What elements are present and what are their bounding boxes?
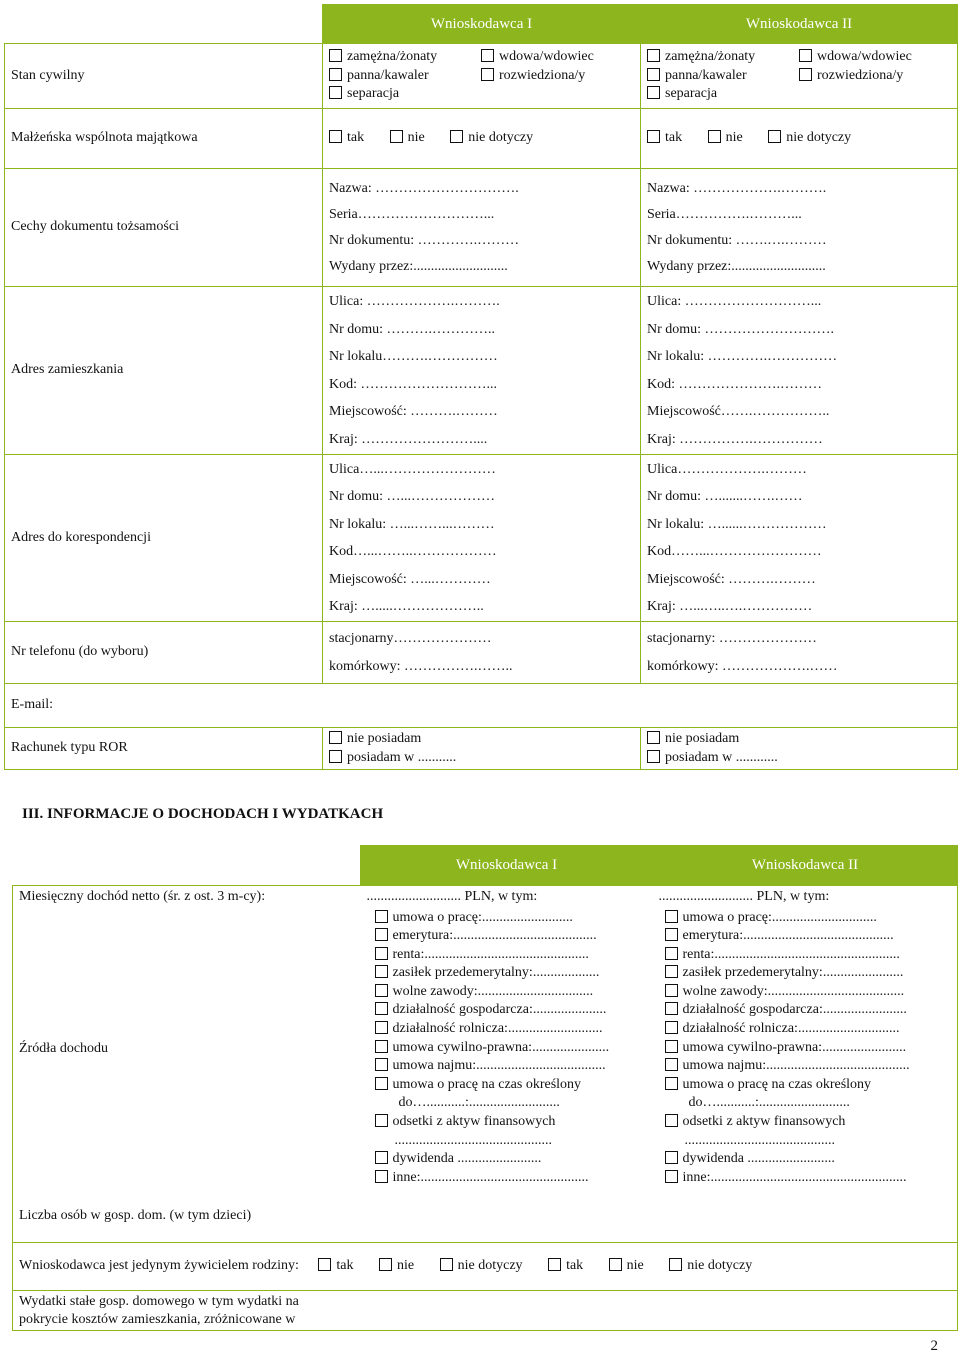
income-sources-b-list	[665, 909, 952, 1188]
income-source-item[interactable]	[665, 1113, 952, 1132]
checkbox-icon[interactable]	[375, 1151, 388, 1164]
account-b	[641, 728, 958, 770]
income-source-item[interactable]	[665, 1001, 952, 1020]
income-source-label: emerytura:...........................................	[682, 928, 894, 944]
address-a-code: Kod: ………………………...	[329, 376, 497, 392]
checkbox-icon[interactable]	[375, 1077, 388, 1090]
checkbox-icon[interactable]	[375, 928, 388, 941]
corr-address-a[interactable]	[323, 455, 641, 622]
income-sources-b	[653, 908, 958, 1191]
checkbox-icon[interactable]	[665, 965, 678, 978]
income-source-item[interactable]	[665, 1039, 952, 1058]
income-source-item[interactable]	[375, 1001, 647, 1020]
email-label: E-mail:	[11, 697, 53, 713]
sole-a-na[interactable]: nie dotyczy	[440, 1258, 523, 1273]
checkbox-icon[interactable]	[799, 68, 812, 81]
income-source-label: odsetki z aktyw finansowych	[682, 1114, 846, 1130]
income-source-label: umowa cywilno-prawna:......................	[392, 1039, 610, 1055]
corr-address-label: Adres do korespondencji	[5, 455, 323, 622]
sole-b-yes[interactable]: tak	[548, 1258, 583, 1273]
checkbox-icon[interactable]	[799, 49, 812, 62]
address-b[interactable]	[641, 287, 958, 455]
corr-a-code: Kod…...……..………………	[329, 544, 497, 559]
marital-status-b	[641, 44, 958, 109]
income-source-label: dywidenda ........................	[392, 1151, 542, 1167]
marital-b-divorced[interactable]: rozwiedziona/y	[799, 67, 949, 86]
income-sources-a-list	[375, 909, 647, 1188]
income-source-item[interactable]	[375, 983, 647, 1002]
checkbox-icon[interactable]	[647, 49, 660, 62]
corr-b-country: Kraj: …...…..….……………	[647, 599, 813, 614]
account-a-none[interactable]: nie posiadam	[329, 730, 634, 749]
marital-a-widowed[interactable]: wdowa/wdowiec	[481, 48, 631, 67]
blank-header-cell	[13, 846, 361, 886]
expenses-label: Wydatki stałe gosp. domowego w tym wydatki na pokrycie kosztów zamieszkania, zróżnicowane w	[19, 1294, 299, 1327]
community-b	[641, 109, 958, 169]
checkbox-icon[interactable]	[375, 1002, 388, 1015]
header-applicant-2: Wnioskodawca II	[641, 5, 958, 44]
checkbox-icon[interactable]	[647, 750, 660, 763]
expenses-row[interactable]	[13, 1291, 958, 1331]
checkbox-icon[interactable]	[329, 68, 342, 81]
community-label: Małżeńska wspólnota majątkowa	[5, 109, 323, 169]
income-source-label: odsetki z aktyw finansowych	[392, 1114, 556, 1130]
phone-a-landline: stacjonarny…………………	[329, 630, 492, 646]
income-source-item[interactable]	[665, 1169, 952, 1188]
income-source-item[interactable]	[375, 1057, 647, 1076]
id-doc-b[interactable]	[641, 169, 958, 287]
checkbox-icon[interactable]	[665, 1058, 678, 1071]
id-doc-a-series: Seria………………………...	[329, 206, 495, 222]
email-row[interactable]	[5, 684, 958, 728]
id-doc-b-series: Seria…………….………...	[647, 206, 802, 222]
income-label: Miesięczny dochód netto (śr. z ost. 3 m-cy):	[13, 886, 361, 908]
income-source-label: renta:.....................................................	[682, 946, 900, 962]
checkbox-icon[interactable]	[329, 750, 342, 763]
marital-b-married[interactable]: zamężna/żonaty	[647, 48, 799, 67]
income-source-label: do…...........:..........................	[398, 1095, 560, 1111]
id-doc-a[interactable]	[323, 169, 641, 287]
checkbox-icon[interactable]	[647, 86, 660, 99]
address-b-country: Kraj: …………….……………	[647, 431, 823, 447]
section-title: III. INFORMACJE O DOCHODACH I WYDATKACH	[22, 806, 384, 822]
address-label: Adres zamieszkania	[5, 287, 323, 455]
income-sources-label: Źródła dochodu	[13, 908, 361, 1191]
checkbox-icon[interactable]	[647, 130, 660, 143]
income-source-label: działalność gospodarcza:.....................	[392, 1002, 607, 1018]
checkbox-icon[interactable]	[318, 1258, 331, 1271]
community-a	[323, 109, 641, 169]
account-b-have[interactable]: posiadam w ............	[647, 749, 951, 768]
income-source-label: renta:...............................................	[392, 946, 589, 962]
corr-a-city: Miejscowość: …...…………	[329, 571, 491, 587]
income-source-label: umowa o pracę:..........................	[392, 909, 573, 925]
corr-a-house: Nr domu: …...………………	[329, 489, 496, 504]
address-b-flat: Nr lokalu: ………….……………	[647, 349, 838, 364]
address-a[interactable]	[323, 287, 641, 455]
corr-address-b[interactable]	[641, 455, 958, 622]
income-source-item	[665, 1094, 952, 1113]
account-label: Rachunek typu ROR	[5, 728, 323, 770]
sole-earner-row	[13, 1243, 958, 1291]
header-applicant-2: Wnioskodawca II	[653, 846, 958, 886]
income-source-item[interactable]	[375, 1113, 647, 1132]
checkbox-icon[interactable]	[609, 1258, 622, 1271]
account-a-have[interactable]: posiadam w ...........	[329, 749, 634, 768]
income-sources-a	[361, 908, 653, 1191]
marital-a-single[interactable]: panna/kawaler	[329, 67, 481, 86]
income-source-label: do…...........:..........................	[688, 1095, 850, 1111]
community-a-no[interactable]: nie	[390, 130, 425, 145]
checkbox-icon[interactable]	[548, 1258, 561, 1271]
income-source-item[interactable]	[665, 1150, 952, 1169]
sole-b-na[interactable]: nie dotyczy	[669, 1258, 752, 1273]
address-a-house: Nr domu: ……….…………..	[329, 321, 496, 337]
address-b-code: Kod: ………………….………	[647, 376, 822, 392]
phone-a-mobile: komórkowy: …………….……..	[329, 658, 513, 674]
checkbox-icon[interactable]	[665, 910, 678, 923]
id-doc-a-issuer: Wydany przez:...........................	[329, 258, 508, 274]
corr-a-flat: Nr lokalu: …...……...………	[329, 516, 495, 532]
income-source-item[interactable]	[375, 946, 647, 965]
income-source-label: działalność rolnicza:...........................	[392, 1021, 603, 1037]
community-a-yes[interactable]: tak	[329, 130, 364, 145]
checkbox-icon[interactable]	[665, 1114, 678, 1127]
income-source-item[interactable]	[375, 909, 647, 928]
checkbox-icon[interactable]	[390, 130, 403, 143]
header-applicant-1: Wnioskodawca I	[361, 846, 653, 886]
header-applicant-1: Wnioskodawca I	[323, 5, 641, 44]
address-b-city: Miejscowość…….……………..	[647, 404, 830, 419]
income-source-label: umowa o pracę na czas określony	[392, 1076, 582, 1092]
marital-a-divorced[interactable]: rozwiedziona/y	[481, 67, 631, 86]
income-source-item[interactable]	[375, 1150, 647, 1169]
income-source-item[interactable]	[665, 1020, 952, 1039]
checkbox-icon[interactable]	[665, 1170, 678, 1183]
checkbox-icon[interactable]	[329, 130, 342, 143]
checkbox-icon[interactable]	[329, 731, 342, 744]
income-source-item	[375, 1132, 647, 1151]
community-b-no[interactable]: nie	[708, 130, 743, 145]
marital-b-single[interactable]: panna/kawaler	[647, 67, 799, 86]
income-source-label: umowa najmu:.........................................	[682, 1058, 910, 1074]
income-source-item[interactable]	[375, 927, 647, 946]
corr-a-country: Kraj: ….....………………..	[329, 599, 484, 614]
checkbox-icon[interactable]	[329, 86, 342, 99]
marital-a-separated[interactable]: separacja	[329, 85, 481, 104]
phone-label: Nr telefonu (do wyboru)	[5, 622, 323, 684]
address-a-flat: Nr lokalu……….……………	[329, 349, 498, 364]
address-b-house: Nr domu: ……………………….	[647, 321, 835, 337]
corr-b-code: Kod……...……………………	[647, 544, 822, 559]
address-a-country: Kraj: ……………………....	[329, 431, 488, 447]
income-source-item	[375, 1094, 647, 1113]
checkbox-icon[interactable]	[440, 1258, 453, 1271]
checkbox-icon[interactable]	[665, 947, 678, 960]
checkbox-icon[interactable]	[379, 1258, 392, 1271]
income-source-label: emerytura:.........................................	[392, 928, 597, 944]
income-source-item[interactable]	[375, 1020, 647, 1039]
checkbox-icon[interactable]	[708, 130, 721, 143]
id-doc-a-number: Nr dokumentu: ………….………	[329, 232, 520, 248]
checkbox-icon[interactable]	[375, 965, 388, 978]
checkbox-icon[interactable]	[647, 68, 660, 81]
income-a[interactable]: ........................... PLN, w tym:	[361, 886, 653, 908]
income-source-item[interactable]	[665, 927, 952, 946]
income-source-item[interactable]	[665, 909, 952, 928]
phone-a[interactable]	[323, 622, 641, 684]
id-doc-a-name: Nazwa: ………………………….	[329, 180, 519, 196]
marital-status-label: Stan cywilny	[5, 44, 323, 109]
community-a-na[interactable]: nie dotyczy	[450, 130, 533, 145]
sole-earner-label: Wnioskodawca jest jedynym żywicielem rodziny:	[19, 1258, 299, 1274]
sole-b-no[interactable]: nie	[609, 1258, 644, 1273]
income-source-label: umowa o pracę na czas określony	[682, 1076, 872, 1092]
checkbox-icon[interactable]	[375, 910, 388, 923]
income-source-label: działalność gospodarcza:........................	[682, 1002, 907, 1018]
income-b[interactable]: ........................... PLN, w tym:	[653, 886, 958, 908]
account-a	[323, 728, 641, 770]
checkbox-icon[interactable]	[665, 984, 678, 997]
income-source-label: umowa najmu:.....................................	[392, 1058, 606, 1074]
checkbox-icon[interactable]	[450, 130, 463, 143]
checkbox-icon[interactable]	[481, 49, 494, 62]
blank-header-cell	[5, 5, 323, 44]
sole-a-no[interactable]: nie	[379, 1258, 414, 1273]
corr-a-street: Ulica…...……………………	[329, 461, 496, 477]
income-table	[12, 845, 958, 1331]
checkbox-icon[interactable]	[329, 49, 342, 62]
address-a-city: Miejscowość: ……….………	[329, 404, 498, 419]
marital-b-separated[interactable]: separacja	[647, 85, 799, 104]
income-source-item[interactable]	[375, 1076, 647, 1095]
corr-b-city: Miejscowość: ……….………	[647, 571, 816, 587]
income-source-label: umowa o pracę:..............................	[682, 909, 877, 925]
phone-b-mobile: komórkowy: ……………….……	[647, 658, 838, 674]
address-a-street: Ulica: ……………….……….	[329, 294, 500, 309]
checkbox-icon[interactable]	[375, 947, 388, 960]
income-source-label: inne:................................................	[392, 1169, 589, 1185]
checkbox-icon[interactable]	[647, 731, 660, 744]
income-source-item[interactable]	[665, 964, 952, 983]
corr-b-house: Nr domu: ….......…….……	[647, 489, 803, 504]
corr-b-flat: Nr lokalu: …......………………	[647, 516, 827, 532]
checkbox-icon[interactable]	[768, 130, 781, 143]
income-source-item[interactable]	[375, 964, 647, 983]
marital-b-widowed[interactable]: wdowa/wdowiec	[799, 48, 949, 67]
income-source-label: inne:........................................................	[682, 1169, 907, 1185]
checkbox-icon[interactable]	[665, 1021, 678, 1034]
household-persons-row[interactable]	[13, 1191, 958, 1243]
checkbox-icon[interactable]	[481, 68, 494, 81]
income-source-label: dywidenda .........................	[682, 1151, 835, 1167]
id-doc-b-issuer: Wydany przez:...........................	[647, 258, 826, 274]
income-source-label: wolne zawody:.......................................	[682, 983, 905, 999]
income-source-item	[665, 1132, 952, 1151]
household-persons-label: Liczba osób w gosp. dom. (w tym dzieci)	[19, 1208, 252, 1223]
id-doc-label: Cechy dokumentu tożsamości	[5, 169, 323, 287]
income-source-item[interactable]	[665, 1057, 952, 1076]
corr-b-street: Ulica……………….………	[647, 461, 807, 477]
id-doc-b-name: Nazwa: ……………….……….	[647, 180, 827, 196]
checkbox-icon[interactable]	[375, 1040, 388, 1053]
checkbox-icon[interactable]	[375, 1170, 388, 1183]
income-source-label: zasiłek przedemerytalny:.......................	[682, 965, 904, 981]
account-b-none[interactable]: nie posiadam	[647, 730, 951, 749]
checkbox-icon[interactable]	[665, 1040, 678, 1053]
checkbox-icon[interactable]	[375, 1058, 388, 1071]
applicant-info-table	[4, 4, 958, 770]
income-source-label: działalność rolnicza:.............................	[682, 1021, 900, 1037]
marital-a-married[interactable]: zamężna/żonaty	[329, 48, 481, 67]
community-b-na[interactable]: nie dotyczy	[768, 130, 851, 145]
income-source-item[interactable]	[375, 1169, 647, 1188]
income-source-label: ...........................................	[684, 1132, 835, 1148]
checkbox-icon[interactable]	[669, 1258, 682, 1271]
income-source-item[interactable]	[665, 946, 952, 965]
checkbox-icon[interactable]	[665, 1002, 678, 1015]
address-b-street: Ulica: ………………………...	[647, 294, 822, 309]
income-source-item[interactable]	[375, 1039, 647, 1058]
checkbox-icon[interactable]	[375, 1021, 388, 1034]
checkbox-icon[interactable]	[665, 928, 678, 941]
income-source-label: .............................................	[394, 1132, 552, 1148]
phone-b-landline: stacjonarny: …………………	[647, 630, 817, 646]
income-source-label: umowa cywilno-prawna:........................	[682, 1039, 907, 1055]
income-source-item[interactable]	[665, 983, 952, 1002]
community-b-yes[interactable]: tak	[647, 130, 682, 145]
income-source-label: zasiłek przedemerytalny:...................	[392, 965, 600, 981]
checkbox-icon[interactable]	[665, 1151, 678, 1164]
marital-status-a	[323, 44, 641, 109]
sole-a-yes[interactable]: tak	[318, 1258, 353, 1273]
checkbox-icon[interactable]	[375, 984, 388, 997]
checkbox-icon[interactable]	[665, 1077, 678, 1090]
checkbox-icon[interactable]	[375, 1114, 388, 1127]
page-number: 2	[930, 1338, 938, 1354]
id-doc-b-number: Nr dokumentu: …….….………	[647, 232, 827, 248]
income-source-item[interactable]	[665, 1076, 952, 1095]
income-source-label: wolne zawody:.................................	[392, 983, 594, 999]
phone-b[interactable]	[641, 622, 958, 684]
